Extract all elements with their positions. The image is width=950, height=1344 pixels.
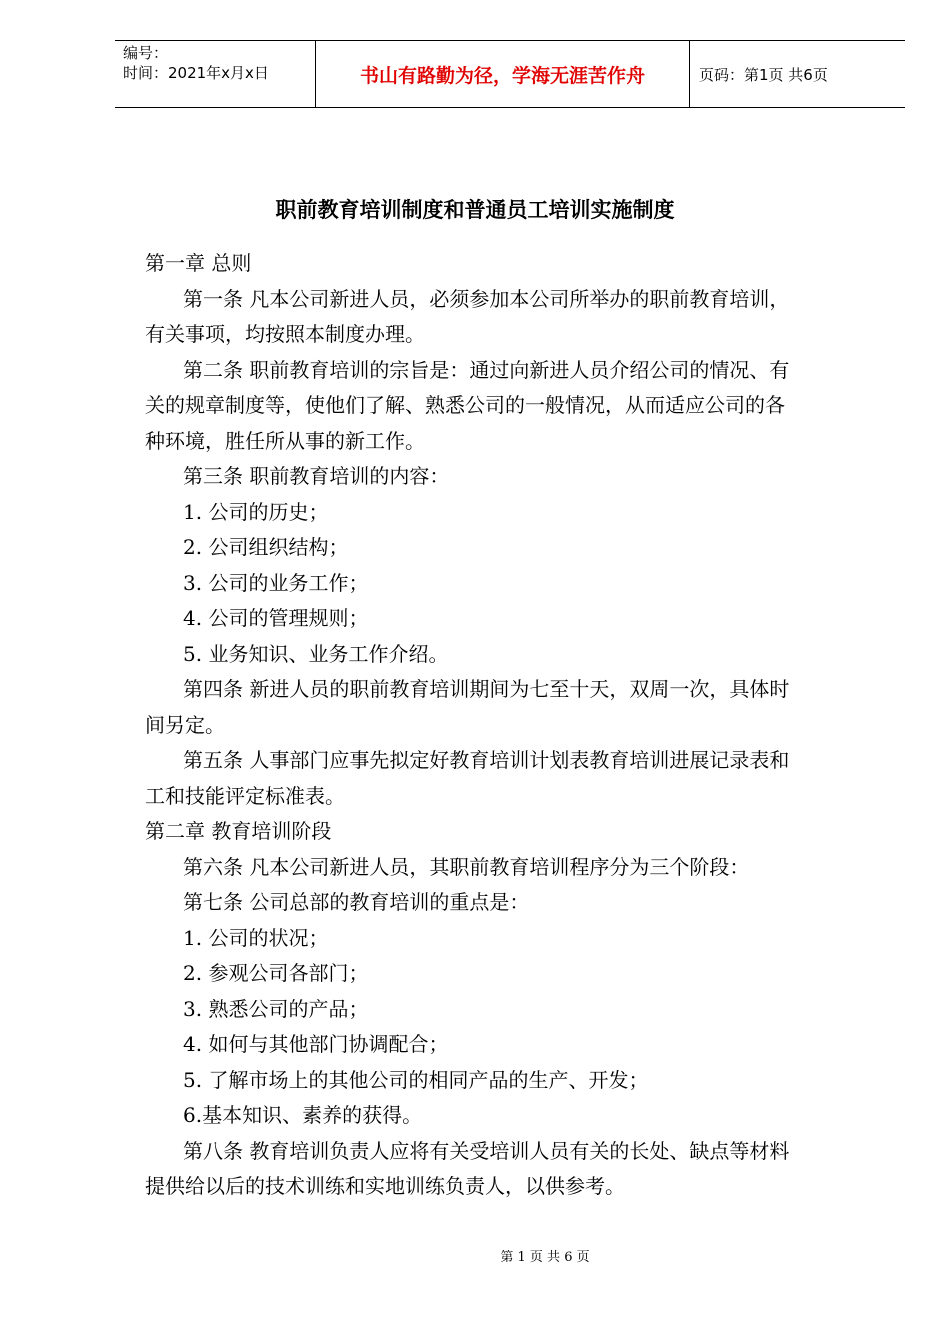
body-line: 6.基本知识、素养的获得。 <box>183 1103 423 1127</box>
body-line: 第五条 人事部门应事先拟定好教育培训计划表教育培训进展记录表和 <box>183 748 790 772</box>
body-line: 1. 公司的状况； <box>183 925 329 950</box>
body-line: 第三条 职前教育培训的内容： <box>183 464 450 488</box>
page-footer: 第 1 页 共 6 页 <box>500 1250 590 1265</box>
body-line: 提供给以后的技术训练和实地训练负责人，以供参考。 <box>145 1174 625 1198</box>
body-line: 间另定。 <box>145 712 225 737</box>
body-line: 有关事项，均按照本制度办理。 <box>145 322 425 346</box>
body-line: 4. 公司的管理规则； <box>183 606 369 630</box>
body-line: 工和技能评定标准表。 <box>145 783 345 808</box>
body-line: 第二章 教育培训阶段 <box>145 819 332 843</box>
body-line: 1. 公司的历史； <box>183 499 329 524</box>
body-line: 第八条 教育培训负责人应将有关受培训人员有关的长处、缺点等材料 <box>183 1138 790 1163</box>
document-title: 职前教育培训制度和普通员工培训实施制度 <box>275 197 675 222</box>
body-line: 5. 了解市场上的其他公司的相同产品的生产、开发； <box>183 1067 649 1092</box>
body-line: 第二条 职前教育培训的宗旨是：通过向新进人员介绍公司的情况、有 <box>183 357 790 382</box>
document-body <box>145 246 880 1205</box>
document-number-label: 编号： <box>123 44 169 62</box>
body-line: 4. 如何与其他部门协调配合； <box>183 1032 449 1056</box>
body-line: 第一条 凡本公司新进人员，必须参加本公司所举办的职前教育培训， <box>183 286 790 311</box>
body-line: 第六条 凡本公司新进人员，其职前教育培训程序分为三个阶段： <box>183 854 750 879</box>
body-line: 3. 公司的业务工作； <box>183 570 369 595</box>
header-page-info: 页码：第1页 共6页 <box>699 65 828 84</box>
body-line: 2. 公司组织结构； <box>183 535 349 559</box>
body-line: 第一章 总则 <box>145 251 252 275</box>
page-header <box>115 40 905 108</box>
body-line: 第四条 新进人员的职前教育培训期间为七至十天，双周一次，具体时 <box>183 677 790 701</box>
body-line: 关的规章制度等，使他们了解、熟悉公司的一般情况，从而适应公司的各 <box>145 393 785 417</box>
header-motto: 书山有路勤为径，学海无涯苦作舟 <box>316 41 690 107</box>
document-time-label: 时间：2021年x月x日 <box>123 64 269 82</box>
body-line: 5. 业务知识、业务工作介绍。 <box>183 641 449 666</box>
body-line: 2. 参观公司各部门； <box>183 961 369 985</box>
body-line: 第七条 公司总部的教育培训的重点是： <box>183 890 530 914</box>
body-line: 3. 熟悉公司的产品； <box>183 996 369 1021</box>
body-line: 种环境，胜任所从事的新工作。 <box>145 428 425 453</box>
header-meta <box>115 41 316 107</box>
